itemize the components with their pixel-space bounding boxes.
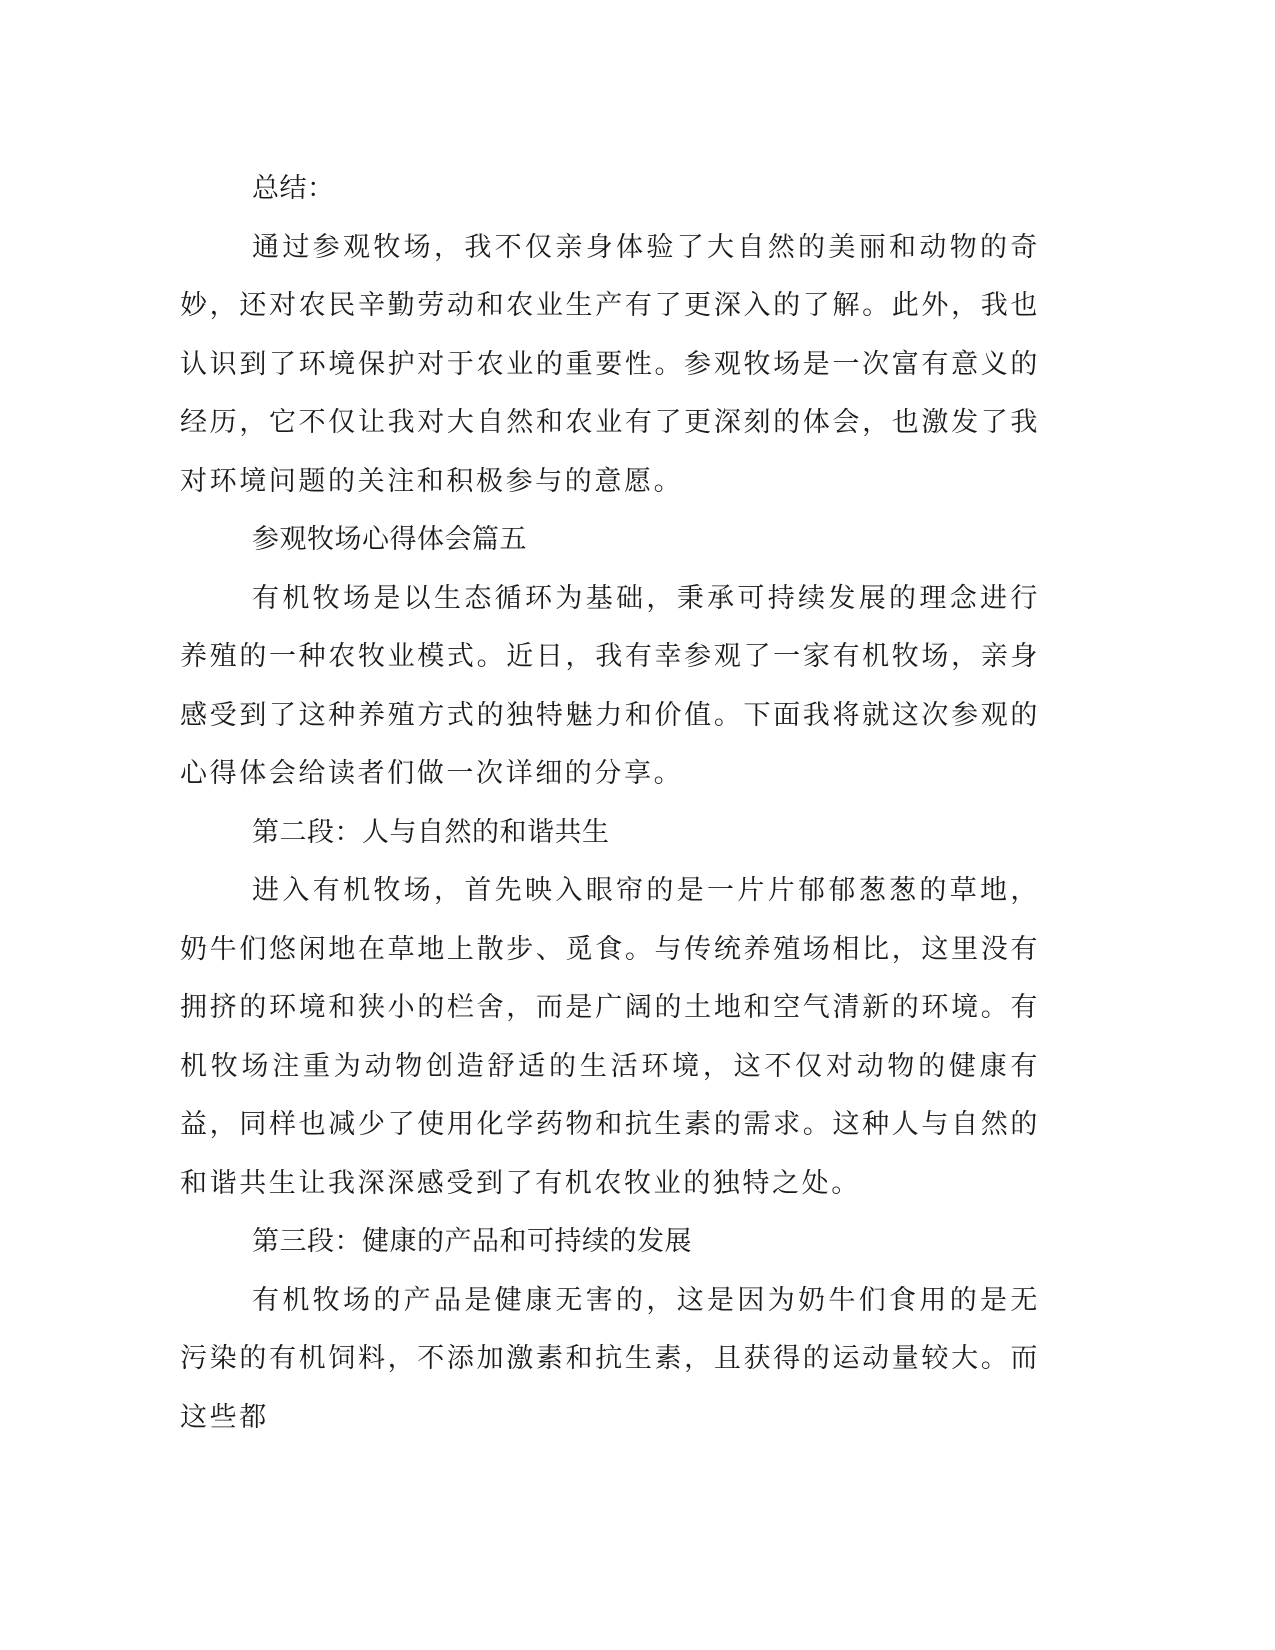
summary-paragraph: 通过参观牧场，我不仅亲身体验了大自然的美丽和动物的奇妙，还对农民辛勤劳动和农业生产有了更深入的了解。此外，我也认识到了环境保护对于农业的重要性。参观牧场是一次富有意义的经历，它不仅让我对大自然和农业有了更深刻的体会，也激发了我对环境问题的关注和积极参与的意愿。 <box>180 231 1040 497</box>
intro-paragraph: 有机牧场是以生态循环为基础，秉承可持续发展的理念进行养殖的一种农牧业模式。近日，我有幸参观了一家有机牧场，亲身感受到了这种养殖方式的独特魅力和价值。下面我将就这次参观的心得体会给读者们做一次详细的分享。 <box>180 582 1040 789</box>
section-two-heading: 第二段：人与自然的和谐共生 <box>252 816 610 848</box>
summary-heading: 总结： <box>252 173 335 204</box>
section-three-heading: 第三段：健康的产品和可持续的发展 <box>252 1226 692 1257</box>
section-two-paragraph: 进入有机牧场，首先映入眼帘的是一片片郁郁葱葱的草地，奶牛们悠闲地在草地上散步、觅食。与传统养殖场相比，这里没有拥挤的环境和狭小的栏舍，而是广阔的土地和空气清新的环境。有机牧场注重为动物创造舒适的生活环境，这不仅对动物的健康有益，同样也减少了使用化学药物和抗生素的需求。这种人与自然的和谐共生让我深深感受到了有机农牧业的独特之处。 <box>180 875 1040 1199</box>
section-title-part-five: 参观牧场心得体会篇五 <box>252 524 527 555</box>
section-three-paragraph: 有机牧场的产品是健康无害的，这是因为奶牛们食用的是无污染的有机饲料，不添加激素和抗生素，且获得的运动量较大。而这些都 <box>180 1284 1040 1433</box>
document-body <box>180 160 1040 1447</box>
